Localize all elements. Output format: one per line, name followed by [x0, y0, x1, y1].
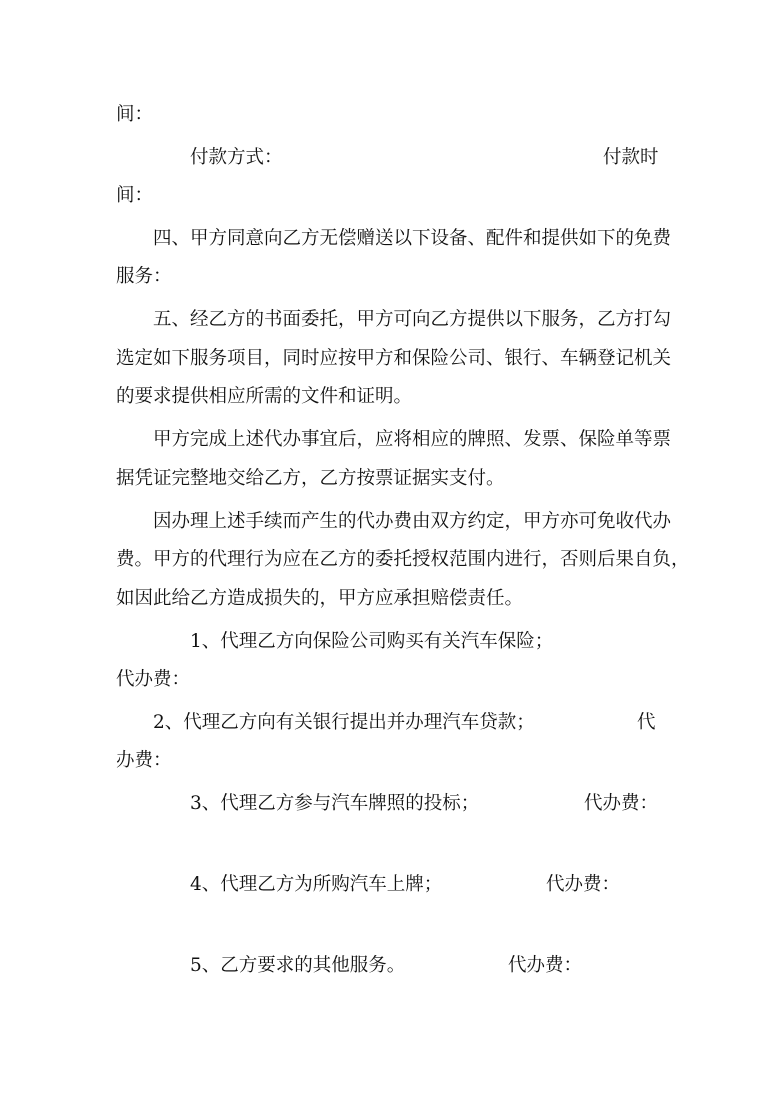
text-line: 据凭证完整地交给乙方，乙方按票证据实支付。	[116, 468, 505, 489]
text-line: 办费：	[116, 750, 172, 771]
service-item-5: 5、乙方要求的其他服务。	[190, 955, 406, 976]
service-item-4: 4、代理乙方为所购汽车上牌；	[190, 874, 443, 895]
service-fee-label: 代办费：	[584, 793, 659, 814]
text-line: 间：	[116, 185, 154, 206]
service-item-1: 1、代理乙方向保险公司购买有关汽车保险；	[190, 631, 554, 652]
service-fee-label: 代办费：	[546, 874, 621, 895]
clause-five: 五、经乙方的书面委托，甲方可向乙方提供以下服务，乙方打勾	[153, 309, 672, 330]
paragraph-line: 甲方完成上述代办事宜后，应将相应的牌照、发票、保险单等票	[153, 429, 672, 450]
paragraph-line: 因办理上述手续而产生的代办费由双方约定，甲方亦可免收代办	[153, 511, 672, 532]
payment-method-label: 付款方式：	[190, 147, 283, 168]
service-fee-label: 代	[637, 712, 656, 733]
service-item-3: 3、代理乙方参与汽车牌照的投标；	[190, 793, 480, 814]
text-line: 选定如下服务项目，同时应按甲方和保险公司、银行、车辆登记机关	[116, 348, 672, 369]
payment-time-label: 付款时	[603, 147, 659, 168]
text-line: 服务：	[116, 266, 172, 287]
text-line: 费。甲方的代理行为应在乙方的委托授权范围内进行，否则后果自负，	[116, 549, 690, 570]
service-fee-label: 代办费：	[508, 955, 583, 976]
service-item-2: 2、代理乙方向有关银行提出并办理汽车贷款；	[153, 712, 535, 733]
text-line: 如因此给乙方造成损失的，甲方应承担赔偿责任。	[116, 588, 524, 609]
clause-four: 四、甲方同意向乙方无偿赠送以下设备、配件和提供如下的免费	[153, 228, 672, 249]
service-fee-label: 代办费：	[116, 669, 191, 690]
text-line: 间：	[116, 104, 154, 125]
text-line: 的要求提供相应所需的文件和证明。	[116, 386, 413, 407]
